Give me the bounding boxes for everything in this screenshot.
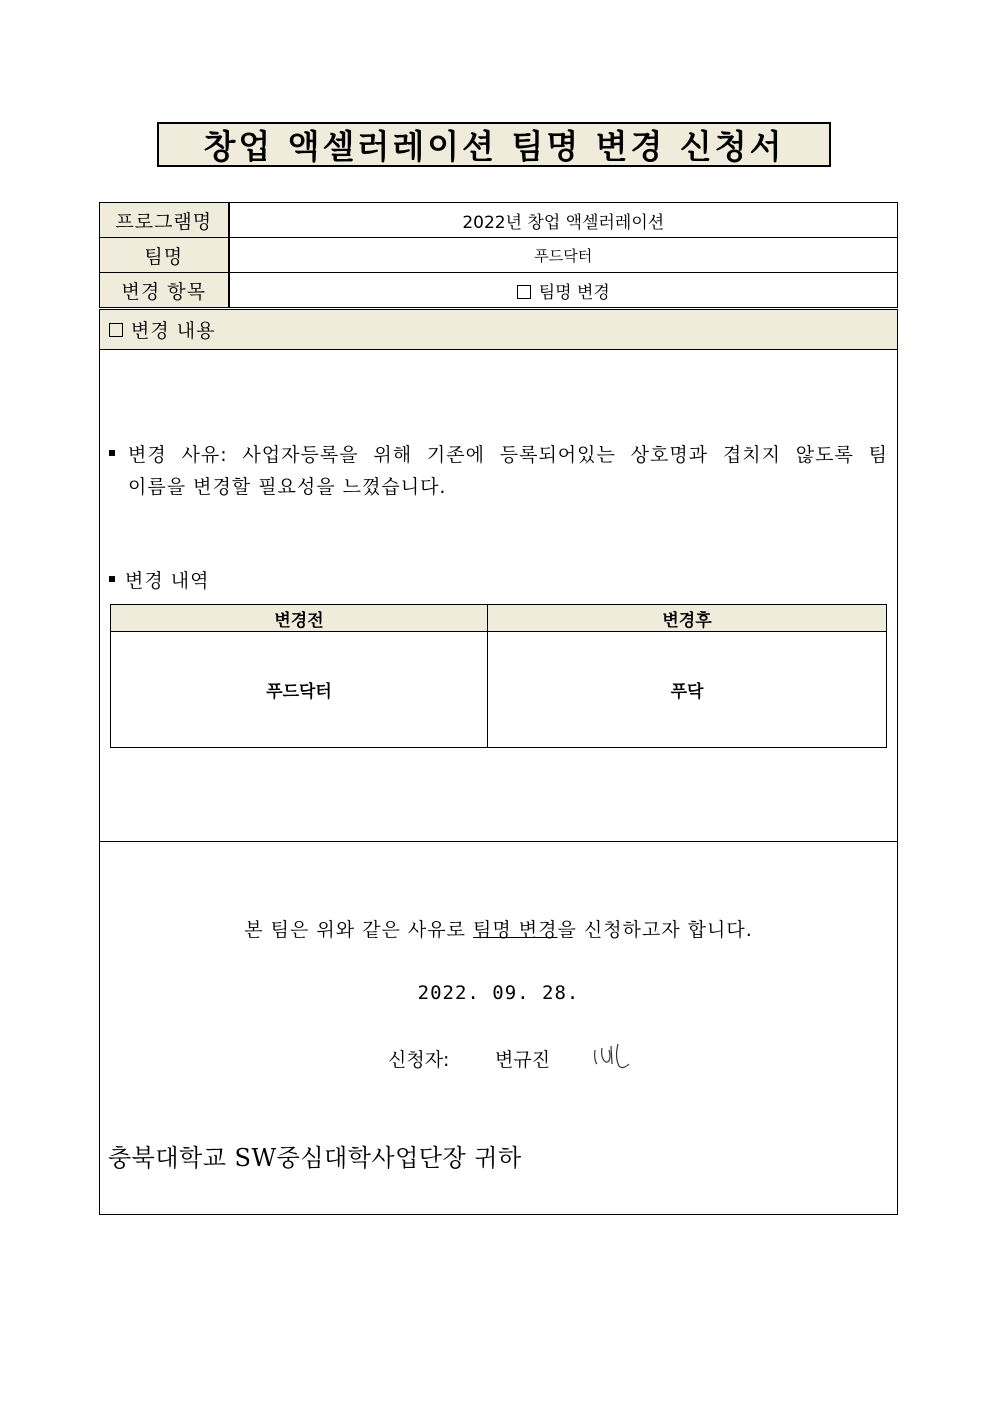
- program-label: 프로그램명: [100, 203, 229, 238]
- change-table-header-row: [111, 605, 887, 632]
- change-item-cell: [229, 273, 898, 308]
- history-label: 변경 내역: [125, 570, 210, 592]
- checkbox-icon[interactable]: [109, 323, 123, 337]
- after-header: 변경후: [488, 605, 887, 632]
- change-table-row: [111, 632, 887, 748]
- team-label: 팀명: [100, 238, 229, 273]
- change-item-label: 변경 항목: [100, 273, 229, 308]
- change-item-row: [100, 273, 898, 308]
- reason-line-1: 변경 사유: 사업자등록을 위해 기존에 등록되어있는 상호명과 겹치지 않도록 팀: [128, 444, 888, 466]
- applicant-name: 변규진: [495, 1049, 551, 1071]
- document-title: 창업 액셀러레이션 팀명 변경 신청서: [157, 122, 831, 167]
- statement: [99, 915, 898, 942]
- change-item-value: 팀명 변경: [538, 282, 610, 303]
- addressee: 충북대학교 SW중심대학사업단장 귀하: [108, 1144, 522, 1172]
- applicant-label: 신청자:: [388, 1049, 450, 1071]
- before-header: 변경전: [111, 605, 488, 632]
- statement-underlined: 팀명 변경: [472, 919, 558, 941]
- content-box: [99, 349, 898, 842]
- checkbox-icon[interactable]: [517, 285, 531, 299]
- team-row: [100, 238, 898, 273]
- info-table: [99, 202, 898, 308]
- section-header-label: 변경 내용: [131, 320, 216, 342]
- signature-icon: [592, 1040, 632, 1072]
- change-history-table: [110, 604, 887, 748]
- before-value: 푸드닥터: [111, 632, 488, 748]
- statement-suffix: 을 신청하고자 합니다.: [557, 919, 753, 941]
- program-value: 2022년 창업 액셀러레이션: [229, 203, 898, 238]
- team-value: 푸드닥터: [229, 238, 898, 273]
- reason-line-2: 이름을 변경할 필요성을 느꼈습니다.: [128, 476, 447, 498]
- program-row: [100, 203, 898, 238]
- after-value: 푸닥: [488, 632, 887, 748]
- bullet-icon: [109, 576, 115, 582]
- bullet-icon: [109, 450, 115, 456]
- date: 2022. 09. 28.: [417, 982, 580, 1004]
- statement-prefix: 본 팀은 위와 같은 사유로: [244, 919, 473, 941]
- section-header: [99, 309, 898, 350]
